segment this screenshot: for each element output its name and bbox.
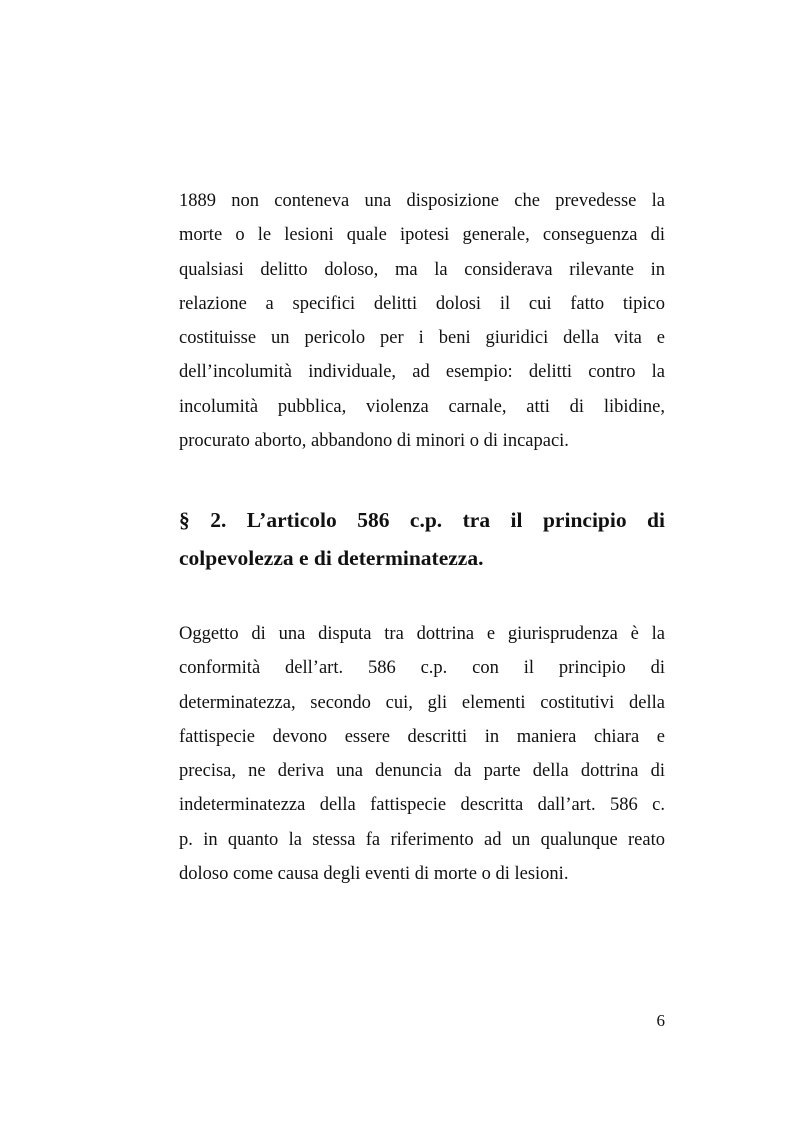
paragraph-line: 1889 non conteneva una disposizione che prevedesse la [179,191,665,211]
paragraph-line: costituisse un pericolo per i beni giuridici della vita e [179,328,665,349]
heading-line: colpevolezza e di determinatezza. [179,546,484,570]
paragraph-line: Oggetto di una disputa tra dottrina e giurisprudenza è la [179,624,665,644]
paragraph-line: indeterminatezza della fattispecie descritta dall’art. 586 c. [179,795,665,816]
paragraph-line: determinatezza, secondo cui, gli elementi costitutivi della [179,692,665,713]
paragraph-line: incolumità pubblica, violenza carnale, atti di libidine, [179,396,665,417]
paragraph-line: dell’incolumità individuale, ad esempio: delitti contro la [179,362,665,383]
page-number: 6 [656,1011,665,1030]
section-heading [179,501,665,577]
paragraph-line: fattispecie devono essere descritti in maniera chiara e [179,726,665,747]
heading-line: § 2. L’articolo 586 c.p. tra il principio di [179,508,665,532]
paragraph-line: precisa, ne deriva una denuncia da parte della dottrina di [179,761,665,782]
paragraph-line: procurato aborto, abbandono di minori o di incapaci. [179,431,569,452]
paragraph-line: relazione a specifici delitti dolosi il cui fatto tipico [179,293,665,314]
paragraph-line: doloso come causa degli eventi di morte o di lesioni. [179,864,569,885]
paragraph-1 [179,184,665,458]
paragraph-line: qualsiasi delitto doloso, ma la considerava rilevante in [179,259,665,280]
paragraph-2 [179,617,665,891]
paragraph-line: p. in quanto la stessa fa riferimento ad un qualunque reato [179,829,665,850]
paragraph-line: conformità dell’art. 586 c.p. con il principio di [179,658,665,679]
paragraph-line: morte o le lesioni quale ipotesi generale, conseguenza di [179,225,665,246]
